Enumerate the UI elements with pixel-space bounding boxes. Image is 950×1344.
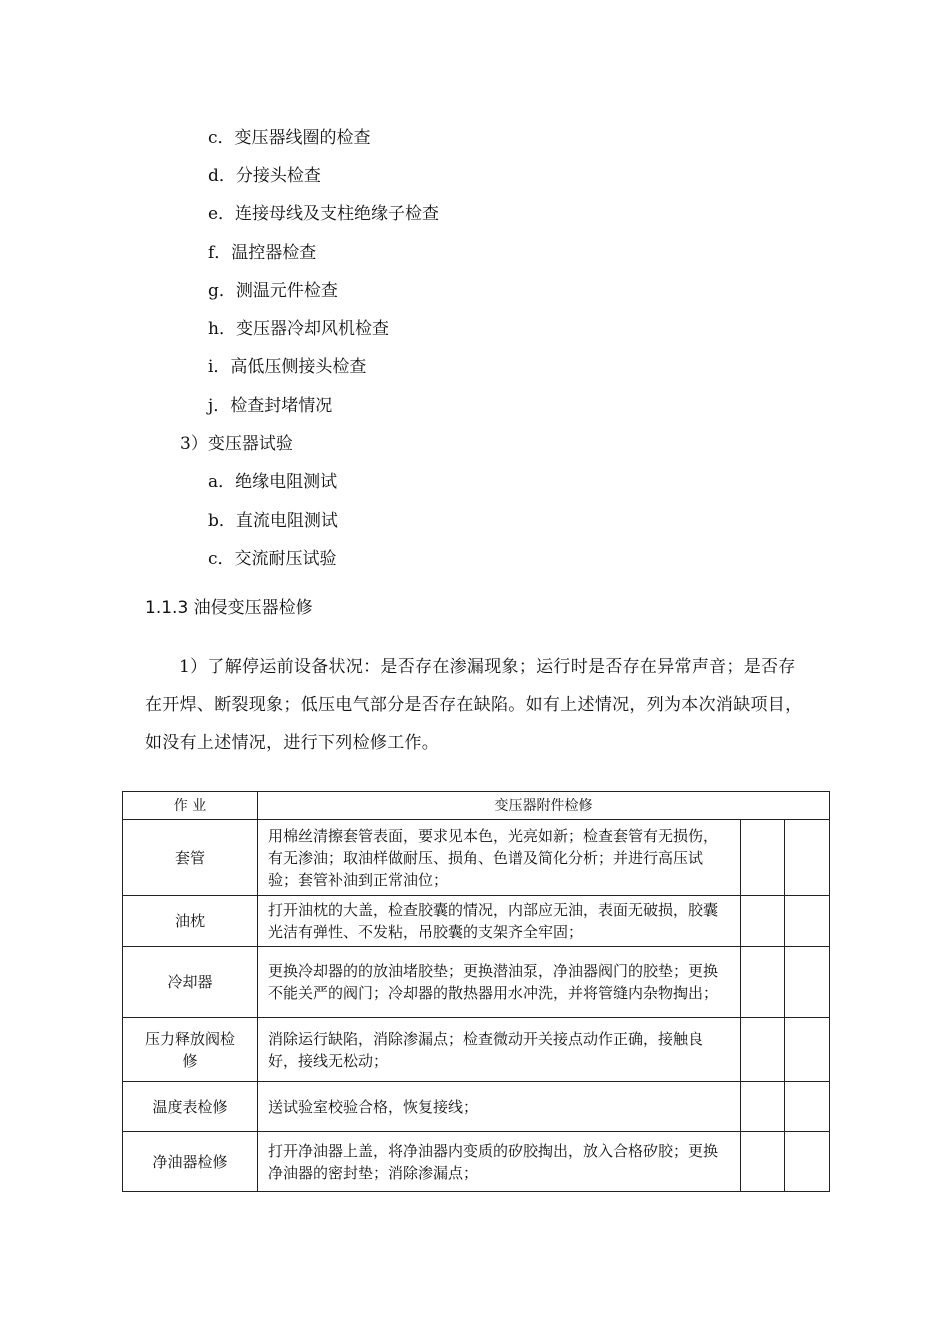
row-description: 消除运行缺陷，消除渗漏点；检查微动开关接点动作正确，接触良好，接线无松动； <box>258 1018 741 1082</box>
check-cell <box>785 820 830 896</box>
test-item-a: a．绝缘电阻测试 <box>208 472 338 492</box>
table-header-row <box>123 792 830 820</box>
section-title-transformer-test: 3）变压器试验 <box>180 434 293 454</box>
check-cell <box>741 820 785 896</box>
row-description: 送试验室校验合格，恢复接线； <box>258 1082 741 1132</box>
check-cell <box>785 1018 830 1082</box>
row-operation: 温度表检修 <box>123 1082 258 1132</box>
table-row <box>123 947 830 1018</box>
row-operation: 套管 <box>123 820 258 896</box>
row-operation: 冷却器 <box>123 947 258 1018</box>
header-operation: 作 业 <box>123 792 258 820</box>
maintenance-table <box>122 791 830 1192</box>
row-operation: 压力释放阀检修 <box>123 1018 258 1082</box>
check-cell <box>741 947 785 1018</box>
check-cell <box>785 896 830 947</box>
list-item-c: c．变压器线圈的检查 <box>208 128 371 148</box>
check-cell <box>741 1082 785 1132</box>
table-row <box>123 1018 830 1082</box>
check-cell <box>785 947 830 1018</box>
list-item-g: g．测温元件检查 <box>208 281 338 301</box>
table-row <box>123 1132 830 1192</box>
check-cell <box>741 896 785 947</box>
row-description: 打开油枕的大盖，检查胶囊的情况，内部应无油，表面无破损，胶囊光洁有弹性、不发粘，吊胶囊的支架齐全牢固； <box>258 896 741 947</box>
check-cell <box>785 1132 830 1192</box>
list-item-f: f．温控器检查 <box>208 243 317 263</box>
row-description: 打开净油器上盖，将净油器内变质的矽胶掏出，放入合格矽胶；更换净油器的密封垫；消除渗漏点； <box>258 1132 741 1192</box>
list-item-e: e．连接母线及支柱绝缘子检查 <box>208 204 440 224</box>
row-description: 用棉丝清擦套管表面，要求见本色，光亮如新；检查套管有无损伤，有无渗油；取油样做耐压、损角、色谱及简化分析；并进行高压试验；套管补油到正常油位； <box>258 820 741 896</box>
list-item-d: d．分接头检查 <box>208 166 321 186</box>
table-row <box>123 896 830 947</box>
table-row <box>123 820 830 896</box>
header-title: 变压器附件检修 <box>258 792 830 820</box>
check-cell <box>741 1018 785 1082</box>
check-cell <box>785 1082 830 1132</box>
list-item-h: h．变压器冷却风机检查 <box>208 319 389 339</box>
row-description: 更换冷却器的的放油堵胶垫；更换潜油泵，净油器阀门的胶垫；更换不能关严的阀门；冷却器的散热器用水冲洗，并将管缝内杂物掏出； <box>258 947 741 1018</box>
table-row <box>123 1082 830 1132</box>
check-cell <box>741 1132 785 1192</box>
section-heading: 1.1.3 油侵变压器检修 <box>145 598 313 618</box>
list-item-i: i．高低压侧接头检查 <box>208 357 367 377</box>
test-item-b: b．直流电阻测试 <box>208 511 338 531</box>
body-paragraph: 1）了解停运前设备状况：是否存在渗漏现象；运行时是否存在异常声音；是否存在开焊、断裂现象；低压电气部分是否存在缺陷。如有上述情况，列为本次消缺项目，如没有上述情况，进行下列检修工作。 <box>145 657 803 753</box>
test-item-c: c．交流耐压试验 <box>208 549 337 569</box>
list-item-j: j．检查封堵情况 <box>208 396 333 416</box>
row-operation: 油枕 <box>123 896 258 947</box>
row-operation: 净油器检修 <box>123 1132 258 1192</box>
